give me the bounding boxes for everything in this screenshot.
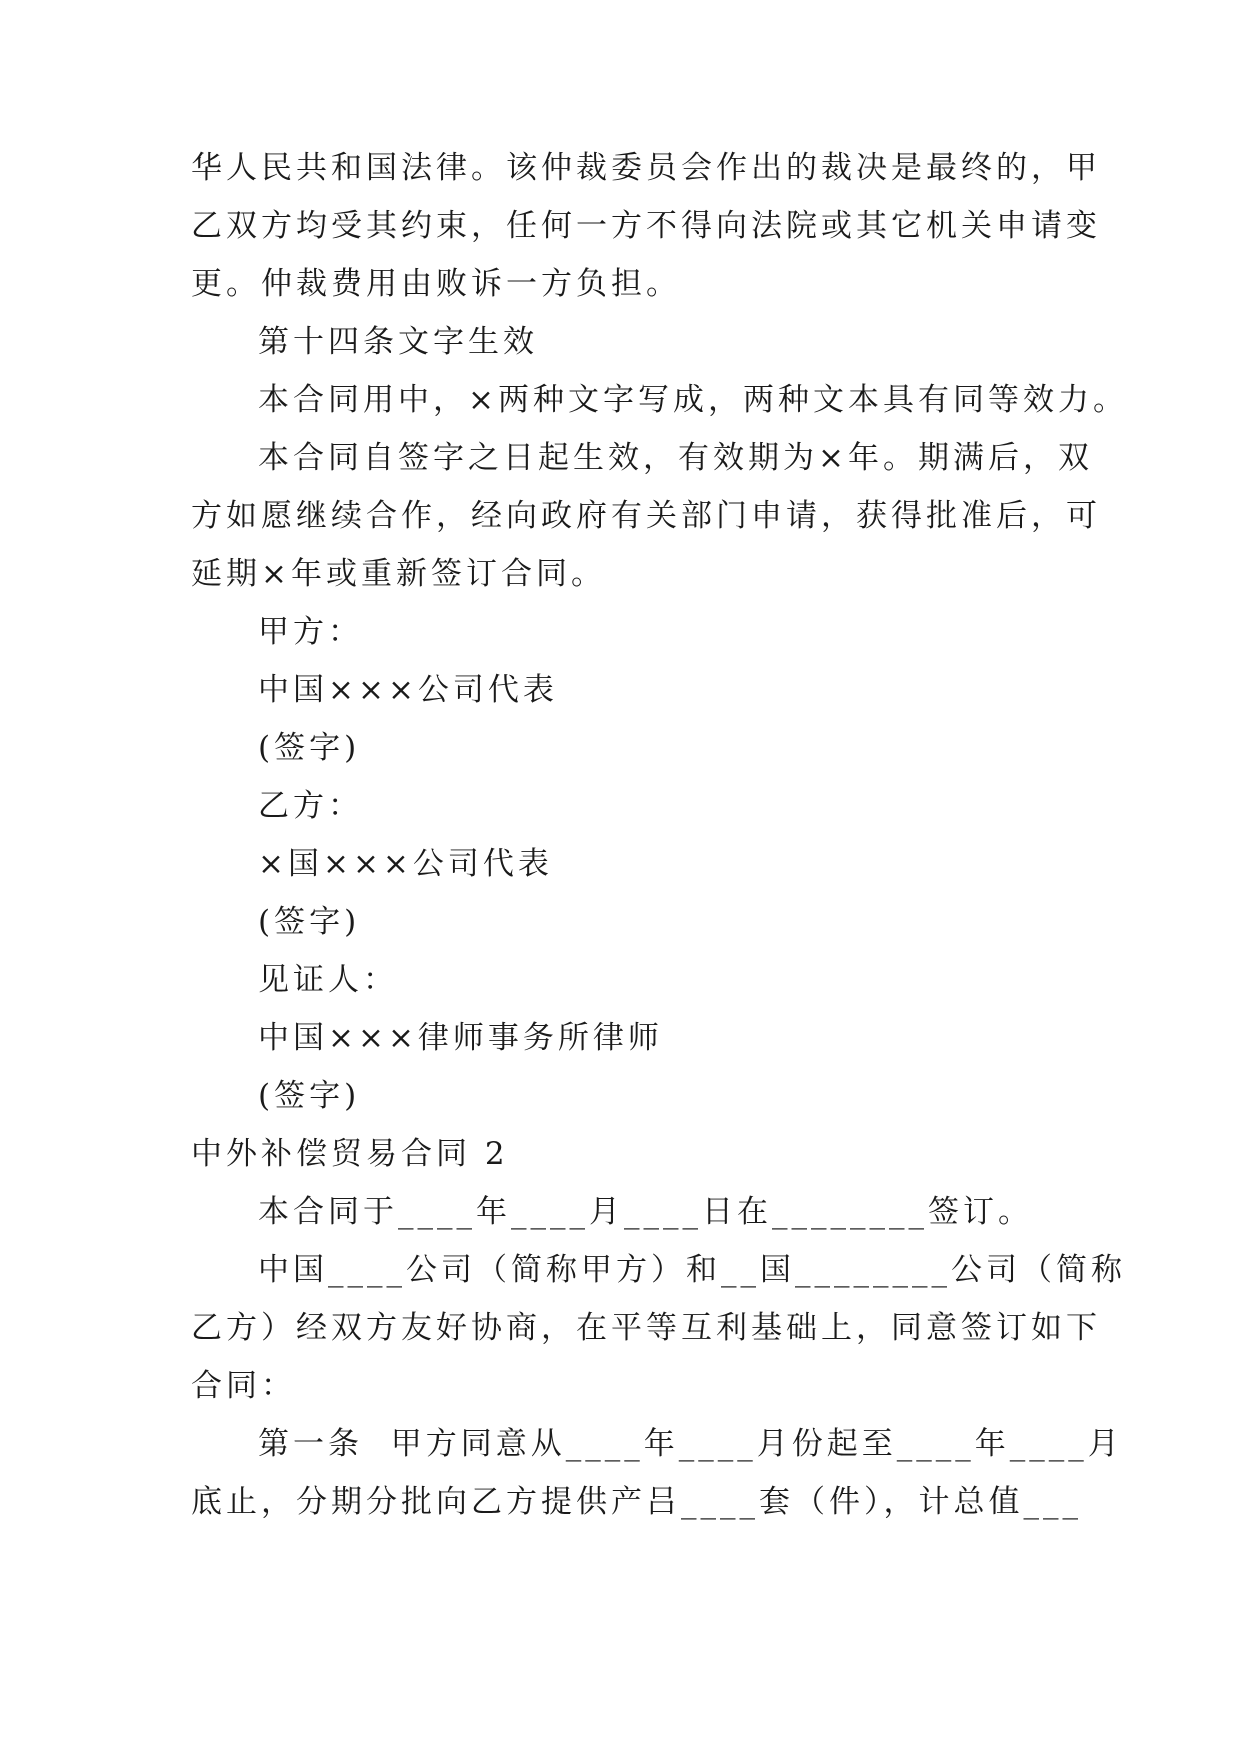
witness-label: 见证人： [258,962,398,998]
paragraph-line: 乙双方均受其约束，任何一方不得向法院或其它机关申请变 [191,208,1101,244]
paragraph-line: 底止，分期分批向乙方提供产吕____套（件），计总值___ [191,1484,1082,1520]
signature-placeholder: (签字) [258,1078,361,1114]
article-heading: 第十四条文字生效 [258,324,538,360]
paragraph-line: 第一条 甲方同意从____年____月份起至____年____月 [258,1426,1123,1462]
paragraph-line: 合同： [191,1368,296,1404]
paragraph-line: 中国____公司（简称甲方）和__国________公司（简称 [258,1252,1126,1288]
party-a-label: 甲方： [258,614,363,650]
signature-placeholder: (签字) [258,730,361,766]
witness-lawyer: 中国×××律师事务所律师 [258,1020,663,1056]
paragraph-line: 延期×年或重新签订合同。 [191,556,606,592]
party-b-representative: ×国×××公司代表 [258,846,553,882]
paragraph-line: 华人民共和国法律。该仲裁委员会作出的裁决是最终的，甲 [191,150,1101,186]
party-a-representative: 中国×××公司代表 [258,672,558,708]
paragraph-line: 更。仲裁费用由败诉一方负担。 [191,266,681,302]
section-title: 中外补偿贸易合同 2 [191,1136,509,1172]
paragraph-line: 本合同自签字之日起生效，有效期为×年。期满后，双 [258,440,1093,476]
paragraph-line: 本合同用中，×两种文字写成，两种文本具有同等效力。 [258,382,1128,418]
signature-placeholder: (签字) [258,904,361,940]
paragraph-line: 乙方）经双方友好协商，在平等互利基础上，同意签订如下 [191,1310,1101,1346]
paragraph-line: 方如愿继续合作，经向政府有关部门申请，获得批准后，可 [191,498,1101,534]
paragraph-line: 本合同于____年____月____日在________签订。 [258,1194,1033,1230]
party-b-label: 乙方： [258,788,363,824]
